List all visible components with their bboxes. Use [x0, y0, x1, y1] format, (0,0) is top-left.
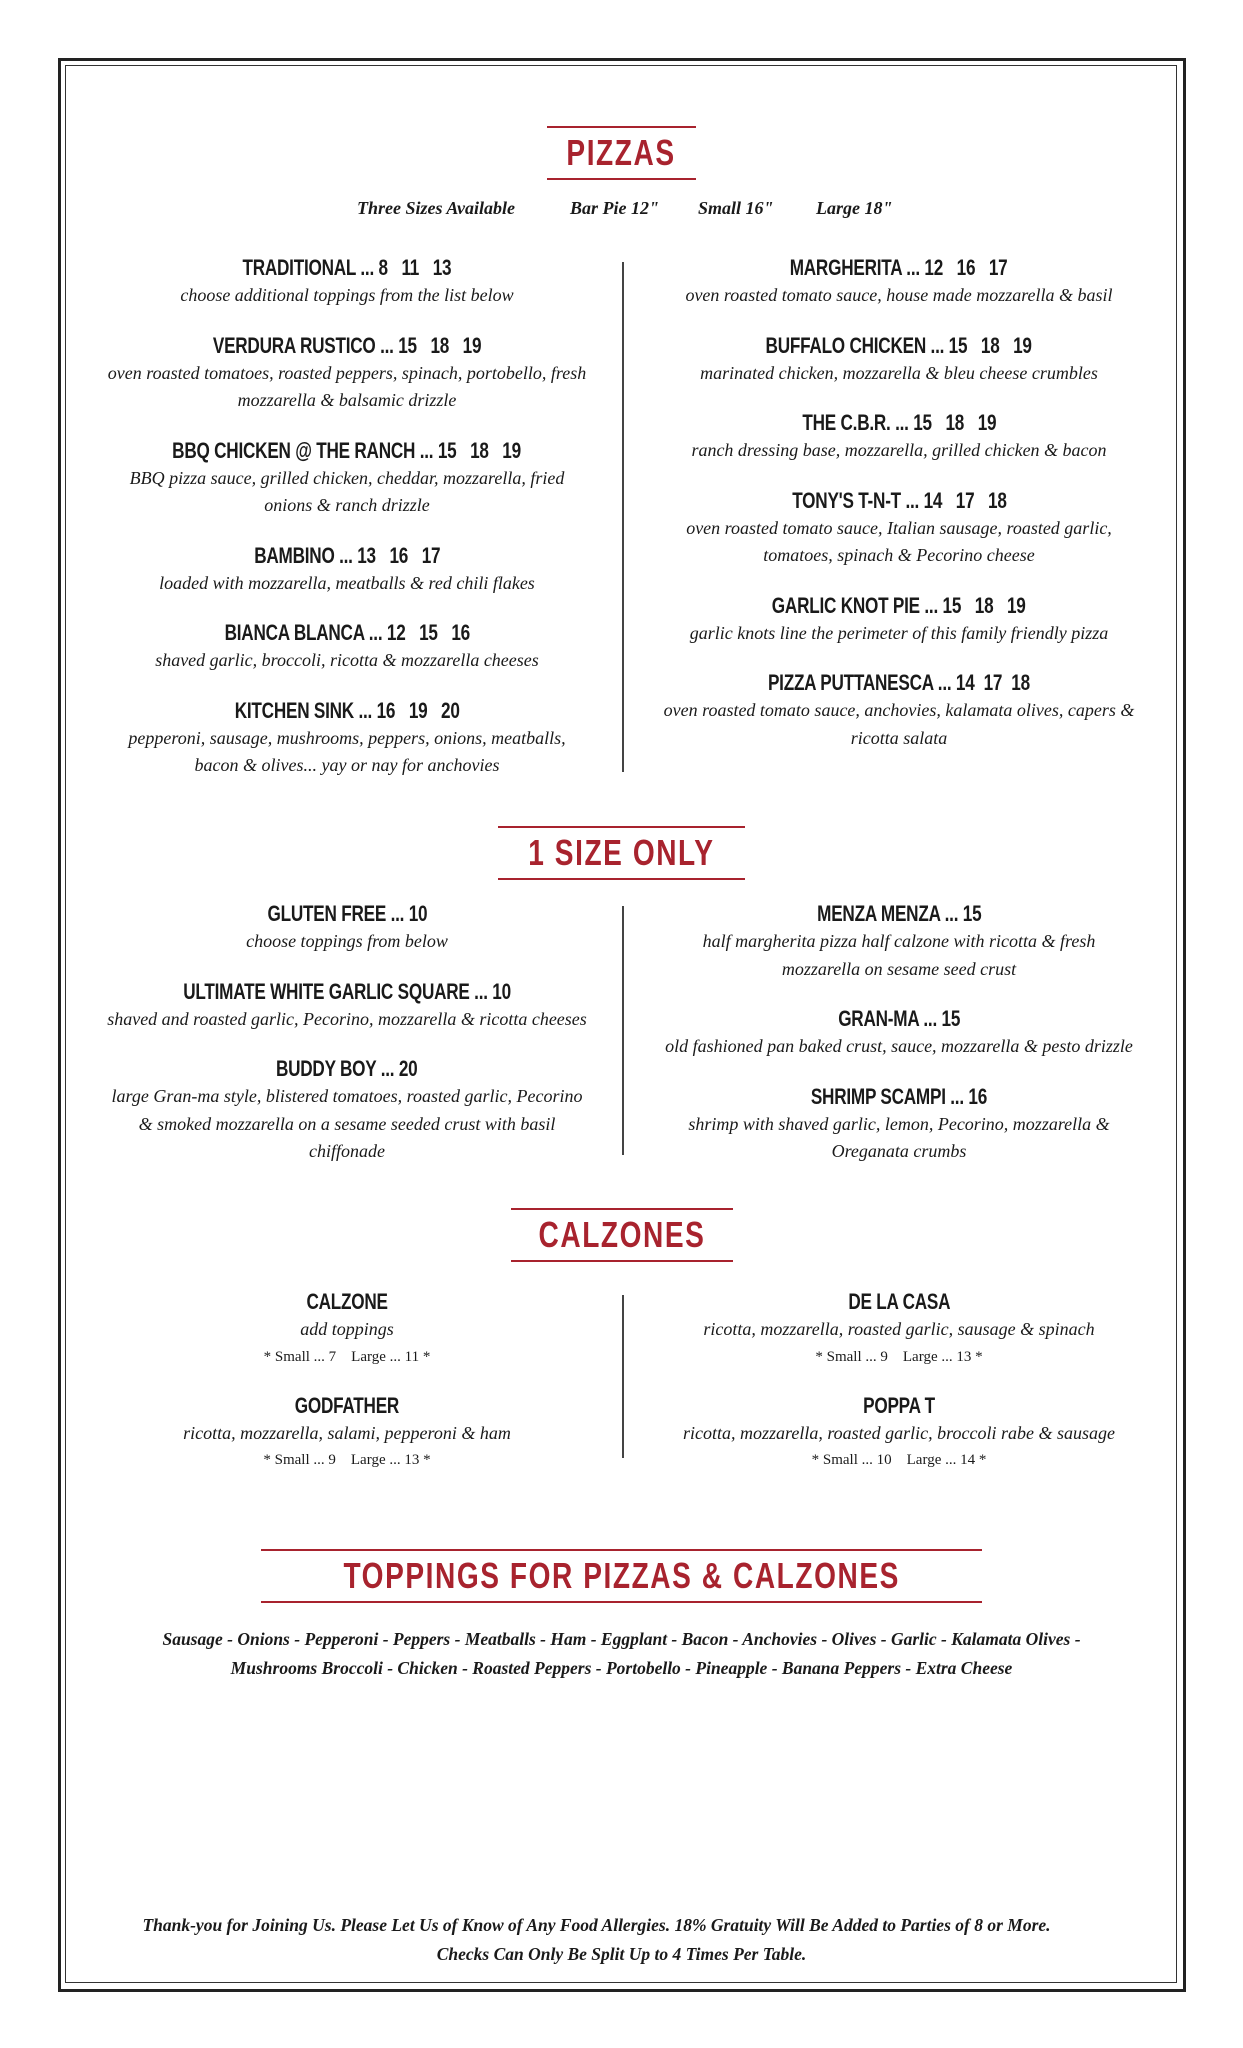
calzones-heading	[0, 1208, 1243, 1262]
one-size-left-column	[87, 899, 607, 1187]
toppings-heading-text: TOPPINGS FOR PIZZAS & CALZONES	[343, 1555, 900, 1596]
menu-item-description: choose toppings from below	[246, 931, 448, 951]
menu-item-title: MARGHERITA ... 12 16 17	[790, 255, 1008, 280]
calzones-heading-text: CALZONES	[538, 1214, 705, 1255]
column-divider	[622, 1295, 624, 1458]
menu-item-title-row	[87, 331, 607, 360]
toppings-line: Mushrooms Broccoli - Chicken - Roasted Peppers - Portobello - Pineapple - Banana Peppers - Extra Cheese	[230, 1658, 1013, 1678]
menu-item-title-row	[87, 436, 607, 465]
menu-item-title-row	[639, 1004, 1159, 1033]
menu-item-title-row	[639, 899, 1159, 928]
menu-item	[639, 486, 1159, 570]
menu-item-title-row	[87, 696, 607, 725]
menu-item	[639, 899, 1159, 983]
menu-item-title: CALZONE	[306, 1289, 388, 1314]
menu-item-title-row	[639, 331, 1159, 360]
menu-item	[639, 1004, 1159, 1061]
footer-line: Checks Can Only Be Split Up to 4 Times Per Table.	[436, 1944, 807, 1964]
menu-item-title: BUDDY BOY ... 20	[276, 1056, 418, 1081]
column-divider	[622, 906, 624, 1155]
menu-item-title-row	[87, 899, 607, 928]
menu-item-price: * Small ... 9 Large ... 13 *	[263, 1452, 431, 1468]
menu-item-description: chiffonade	[309, 1141, 385, 1161]
menu-item-description: ranch dressing base, mozzarella, grilled chicken & bacon	[691, 440, 1107, 460]
menu-item-description: bacon & olives... yay or nay for anchovies	[194, 755, 500, 775]
size-bar-pie: Bar Pie 12"	[570, 198, 659, 218]
menu-item	[87, 331, 607, 415]
menu-item-description: choose additional toppings from the list below	[180, 285, 514, 305]
menu-item-title: TRADITIONAL ... 8 11 13	[242, 255, 452, 280]
menu-item-description: Oreganata crumbs	[831, 1141, 967, 1161]
menu-item-description: marinated chicken, mozzarella & bleu cheese crumbles	[700, 362, 1098, 383]
menu-item-title: BBQ CHICKEN @ THE RANCH ... 15 18 19	[172, 437, 522, 463]
menu-item	[639, 668, 1159, 752]
menu-item-title: ULTIMATE WHITE GARLIC SQUARE ... 10	[183, 978, 511, 1004]
menu-item-description: tomatoes, spinach & Pecorino cheese	[763, 545, 1035, 565]
menu-item	[639, 253, 1159, 310]
menu-item-title-row	[639, 1287, 1159, 1316]
menu-item-title-row	[639, 591, 1159, 620]
menu-item-description: shaved garlic, broccoli, ricotta & mozzarella cheeses	[155, 650, 539, 670]
menu-item-title: PIZZA PUTTANESCA ... 14 17 18	[768, 670, 1030, 695]
menu-item-title: BUFFALO CHICKEN ... 15 18 19	[765, 332, 1033, 358]
menu-item-title: GLUTEN FREE ... 10	[267, 901, 427, 926]
menu-item	[87, 899, 607, 956]
menu-item-title: KITCHEN SINK ... 16 19 20	[234, 697, 460, 723]
menu-item	[87, 436, 607, 520]
menu-item-title-row	[639, 253, 1159, 282]
menu-item-description: mozzarella on sesame seed crust	[781, 958, 1017, 979]
menu-item	[87, 1391, 607, 1474]
pizzas-heading-text: PIZZAS	[566, 132, 677, 173]
footer-line: Thank-you for Joining Us. Please Let Us of Know of Any Food Allergies. 18% Gratuity Will Be Added to Parties of 8 or More.	[142, 1915, 1051, 1935]
menu-item-description: oven roasted tomato sauce, Italian sausage, roasted garlic,	[686, 517, 1112, 538]
menu-item	[87, 1054, 607, 1166]
menu-item-description: half margherita pizza half calzone with ricotta & fresh	[702, 931, 1096, 951]
menu-item-title-row	[639, 408, 1159, 437]
one-size-heading-text: 1 SIZE ONLY	[528, 832, 715, 873]
toppings-list	[0, 1625, 1243, 1683]
menu-item-description: loaded with mozzarella, meatballs & red chili flakes	[159, 572, 535, 593]
one-size-right-column	[639, 899, 1159, 1187]
menu-item-title: TONY'S T-N-T ... 14 17 18	[791, 487, 1007, 513]
calzones-left-column	[87, 1287, 607, 1494]
menu-item-title: BIANCA BLANCA ... 12 15 16	[224, 620, 470, 645]
menu-item-title-row	[639, 1082, 1159, 1111]
menu-item-title-row	[87, 977, 607, 1006]
menu-item-price: * Small ... 9 Large ... 13 *	[815, 1348, 983, 1365]
menu-item-description: shaved and roasted garlic, Pecorino, mozzarella & ricotta cheeses	[107, 1008, 587, 1029]
menu-item-title-row	[87, 1287, 607, 1316]
menu-item	[639, 591, 1159, 648]
menu-item-description: & smoked mozzarella on a sesame seeded crust with basil	[138, 1113, 556, 1134]
menu-item	[87, 618, 607, 675]
menu-item-description: ricotta salata	[850, 727, 948, 748]
menu-item	[87, 977, 607, 1034]
footer-note	[0, 1911, 1243, 1969]
menu-item-price: * Small ... 10 Large ... 14 *	[811, 1452, 987, 1468]
menu-item	[87, 1287, 607, 1370]
menu-item-title-row	[87, 618, 607, 647]
size-small: Small 16"	[698, 198, 774, 218]
menu-item	[87, 253, 607, 310]
menu-item-title: DE LA CASA	[848, 1289, 950, 1314]
menu-item-description: onions & ranch drizzle	[264, 495, 430, 515]
pizzas-left-column	[87, 253, 607, 801]
menu-item-description: large Gran-ma style, blistered tomatoes, roasted garlic, Pecorino	[111, 1086, 583, 1106]
menu-item-title: POPPA T	[863, 1392, 935, 1418]
menu-item-title-row	[639, 1391, 1159, 1420]
sizes-label: Three Sizes Available	[357, 198, 515, 218]
one-size-heading	[0, 826, 1243, 880]
menu-item-title: GARLIC KNOT PIE ... 15 18 19	[772, 592, 1026, 618]
toppings-line: Sausage - Onions - Pepperoni - Peppers - Meatballs - Ham - Eggplant - Bacon - Anchovies - Olives - Garlic - Kalamata Olives -	[162, 1629, 1081, 1649]
menu-item-description: add toppings	[300, 1319, 394, 1339]
column-divider	[622, 262, 624, 772]
calzones-right-column	[639, 1287, 1159, 1494]
menu-item-description: oven roasted tomatoes, roasted peppers, spinach, portobello, fresh	[107, 362, 587, 383]
menu-item	[87, 541, 607, 598]
menu-item-title: MENZA MENZA ... 15	[816, 901, 982, 926]
menu-item-description: oven roasted tomato sauce, anchovies, kalamata olives, capers &	[663, 700, 1135, 720]
menu-item	[639, 1287, 1159, 1370]
menu-item	[639, 1391, 1159, 1474]
menu-item-title: GRAN-MA ... 15	[838, 1006, 960, 1031]
menu-item	[639, 331, 1159, 388]
menu-item-title-row	[639, 668, 1159, 697]
menu-item-description: ricotta, mozzarella, roasted garlic, sausage & spinach	[703, 1319, 1095, 1339]
menu-item-title: THE C.B.R. ... 15 18 19	[802, 410, 996, 435]
menu-item-title-row	[87, 1391, 607, 1420]
menu-item-description: shrimp with shaved garlic, lemon, Pecorino, mozzarella &	[688, 1113, 1110, 1134]
menu-item-price: * Small ... 7 Large ... 11 *	[263, 1348, 431, 1365]
pizzas-heading	[0, 126, 1243, 180]
menu-item	[639, 408, 1159, 465]
menu-item-description: BBQ pizza sauce, grilled chicken, cheddar, mozzarella, fried	[129, 467, 565, 488]
menu-item-description: old fashioned pan baked crust, sauce, mozzarella & pesto drizzle	[665, 1036, 1133, 1056]
menu-item-description: mozzarella & balsamic drizzle	[237, 390, 457, 410]
menu-item-title-row	[87, 1054, 607, 1083]
menu-item-title-row	[639, 486, 1159, 515]
size-large: Large 18"	[816, 198, 893, 218]
toppings-heading	[0, 1549, 1243, 1603]
menu-item	[639, 1082, 1159, 1166]
menu-item-description: oven roasted tomato sauce, house made mozzarella & basil	[685, 285, 1113, 305]
menu-item-title: SHRIMP SCAMPI ... 16	[810, 1083, 988, 1109]
menu-item-description: ricotta, mozzarella, roasted garlic, broccoli rabe & sausage	[683, 1422, 1115, 1443]
menu-item-description: garlic knots line the perimeter of this family friendly pizza	[689, 622, 1109, 643]
menu-item-title-row	[87, 253, 607, 282]
pizzas-right-column	[639, 253, 1159, 773]
menu-item-title: BAMBINO ... 13 16 17	[253, 542, 441, 568]
menu-item	[87, 696, 607, 780]
menu-item-description: ricotta, mozzarella, salami, pepperoni & ham	[183, 1422, 511, 1443]
menu-item-description: pepperoni, sausage, mushrooms, peppers, onions, meatballs,	[128, 727, 566, 748]
menu-item-title: VERDURA RUSTICO ... 15 18 19	[212, 332, 482, 358]
menu-item-title-row	[87, 541, 607, 570]
menu-item-title: GODFATHER	[294, 1392, 400, 1418]
